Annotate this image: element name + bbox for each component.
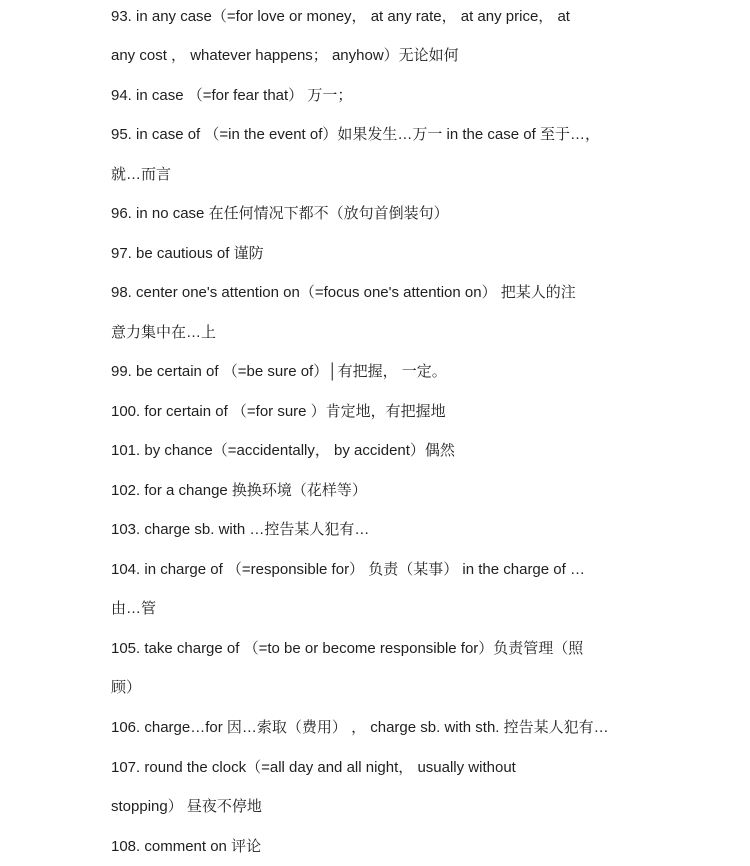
text-line: 95. in case of （=in the event of）如果发生…万一 in the case of 至于…， [111, 126, 600, 143]
text-line: 102. for a change 换换环境（花样等） [111, 482, 367, 499]
text-line: 107. round the clock（=all day and all night， usually without [111, 759, 516, 776]
text-line: 93. in any case（=for love or money， at any rate， at any price， at [111, 8, 570, 25]
text-line: 94. in case （=for fear that） 万一； [111, 87, 353, 104]
text-line: 意力集中在…上 [111, 324, 217, 341]
text-line: 顾） [111, 679, 142, 696]
text-line: 就…而言 [111, 166, 172, 183]
text-line: 108. comment on 评论 [111, 838, 262, 855]
text-line: 99. be certain of （=be sure of）│有把握， 一定。 [111, 363, 447, 380]
text-line: 97. be cautious of 谨防 [111, 245, 264, 262]
text-line: any cost ， whatever happens； anyhow）无论如何 [111, 47, 459, 64]
text-line: 98. center one's attention on（=focus one's attention on） 把某人的注 [111, 284, 576, 301]
text-line: 100. for certain of （=for sure ）肯定地，有把握地 [111, 403, 446, 420]
text-line: 105. take charge of （=to be or become responsible for）负责管理（照 [111, 640, 584, 657]
text-line: 103. charge sb. with …控告某人犯有… [111, 521, 370, 538]
text-line: 由…管 [111, 600, 157, 617]
text-line: stopping） 昼夜不停地 [111, 798, 262, 815]
text-line: 101. by chance（=accidentally， by accident）偶然 [111, 442, 455, 459]
text-line: 104. in charge of （=responsible for） 负责（某事） in the charge of … [111, 561, 585, 578]
text-line: 96. in no case 在任何情况下都不（放句首倒装句） [111, 205, 449, 222]
text-line: 106. charge…for 因…索取（费用） ， charge sb. with sth. 控告某人犯有… [111, 719, 609, 736]
